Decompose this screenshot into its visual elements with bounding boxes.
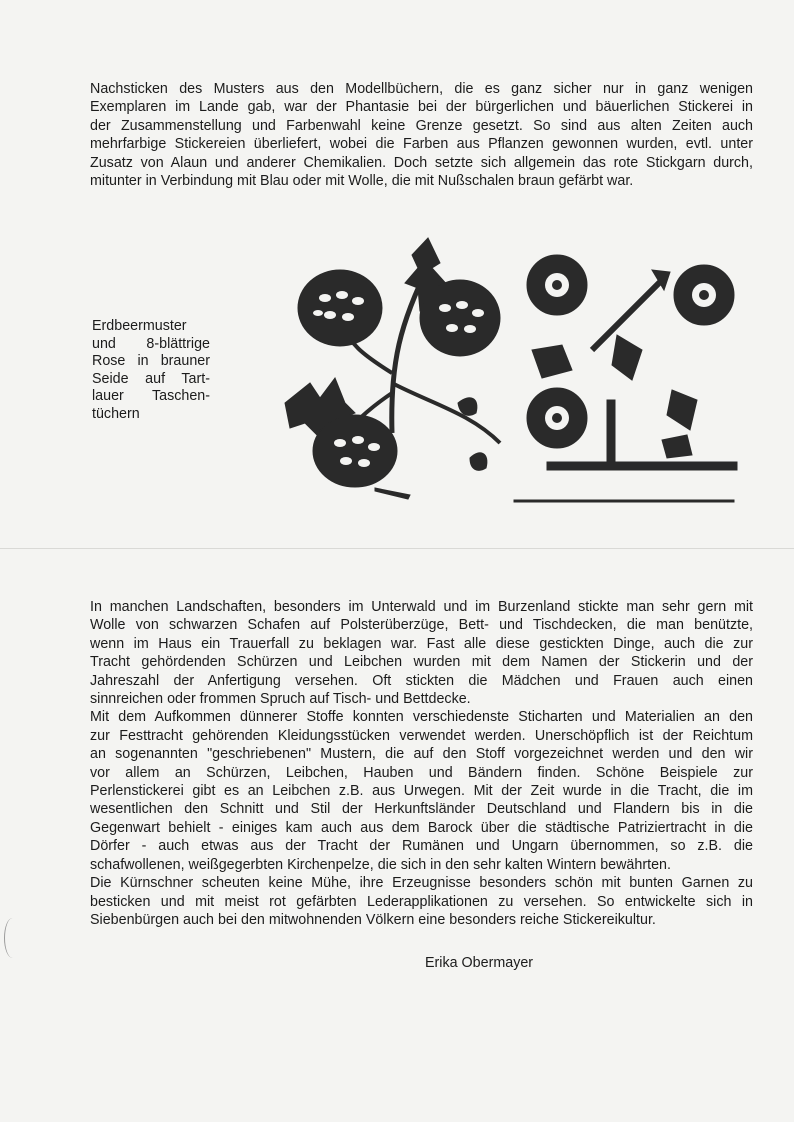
text-line: der Zusammenstellung und Farbenwahl keine Grenze gesetzt. So sind aus alten Zeiten auch [90,117,753,134]
rose-cross-stitch-illustration [512,250,744,512]
text-line: Wolle von schwarzen Schafen auf Polsterüberzüge, Bett- und Tischdecken, die man benützte, [90,617,753,634]
text-line: Nachsticken des Musters aus den Modellbüchern, die es ganz sicher nur in ganz wenigen [90,81,753,97]
text-line: mehrfarbige Stickereien überliefert, wobei die Farben aus Pflanzen gewonnen wurden, evtl. unter [90,136,753,153]
caption-line: und 8-blättrige [92,335,210,352]
paragraph-intro [90,80,753,190]
text-line: Perlenstickerei gibt es an Leibchen z.B. aus Urwegen. Mit der Zeit wurde in die Tracht, die im [90,783,753,800]
text-line: Exemplaren im Lande gab, war der Phantasie bei der bürgerlichen und bäuerlichen Stickerei in [90,99,753,116]
strawberry-pattern-illustration [280,233,512,505]
text-line: Siebenbürgen auch bei den mitwohnenden Völkern eine besonders reiche Stickereikultur. [90,911,656,928]
text-line: wenn im Haus ein Trauerfall zu beklagen war. Fast alle diese gestickten Dinge, auch die zur [90,635,753,652]
text-line: Dörfer - auch etwas aus der Tracht der Rumänen und Ungarn übernommen, so z.B. die [90,838,753,855]
text-line: besticken und mit meist rot gefärbten Lederapplikationen zu versehen. So entwickelte sich in [90,893,753,910]
text-line: zur Festtracht gehörenden Kleidungsstücken verwendet werden. Unerschöpflich ist der Reichtum [90,727,753,744]
text-line: Die Kürnschner scheuten keine Mühe, ihre Erzeugnisse besonders schön mit bunten Garnen zu [90,875,753,892]
paper-fold-line [0,548,794,549]
text-line: schafwollenen, weißgegerbten Kirchenpelze, die sich in den sehr kalten Wintern bewährten. [90,856,671,873]
caption-line: Seide auf Tart- [92,370,210,387]
text-line: In manchen Landschaften, besonders im Unterwald und im Burzenland stickte man sehr gern mit [90,599,753,615]
caption-line: lauer Taschen- [92,388,210,404]
paragraph-main [90,598,753,929]
text-line: an sogenannten "geschriebenen" Mustern, die auf den Stoff vorgezeichnet werden und den wir [90,746,753,763]
text-line: Tracht gehördenden Schürzen und Leibchen wurden mit dem Namen der Stickerin und der [90,654,753,671]
author-signature: Erika Obermayer [425,955,534,971]
text-line: Mit dem Aufkommen dünnerer Stoffe konnten verschiedenste Sticharten und Materialien an den [90,709,753,726]
text-line: vor allem an Schürzen, Leibchen, Hauben und Bändern finden. Schöne Beispiele zur [90,764,753,781]
text-line: Gegenwart behielt - einiges kam auch aus dem Barock über die städtische Patriziertracht in die [90,819,753,836]
text-line: mitunter in Verbindung mit Blau oder mit Wolle, die mit Nußschalen braun gefärbt war. [90,173,634,190]
text-line: sinnreichen oder frommen Spruch auf Tisch- und Bettdecke. [90,691,471,708]
figure-caption [92,318,210,423]
text-line: Zusatz von Alaun und anderer Chemikalien. Doch setzte sich allgemein das rote Stickgarn durch, [90,154,753,171]
caption-line: tüchern [92,405,140,422]
caption-line: Rose in brauner [92,353,210,369]
margin-mark [4,918,21,958]
caption-line: Erdbeermuster [92,318,187,334]
text-line: Jahreszahl der Anfertigung versehen. Oft stickten die Mädchen und Frauen auch einen [90,672,753,689]
text-line: wesentlichen den Schnitt und Stil der Herkunftsländer Deutschland und Flandern bis in die [90,801,753,818]
